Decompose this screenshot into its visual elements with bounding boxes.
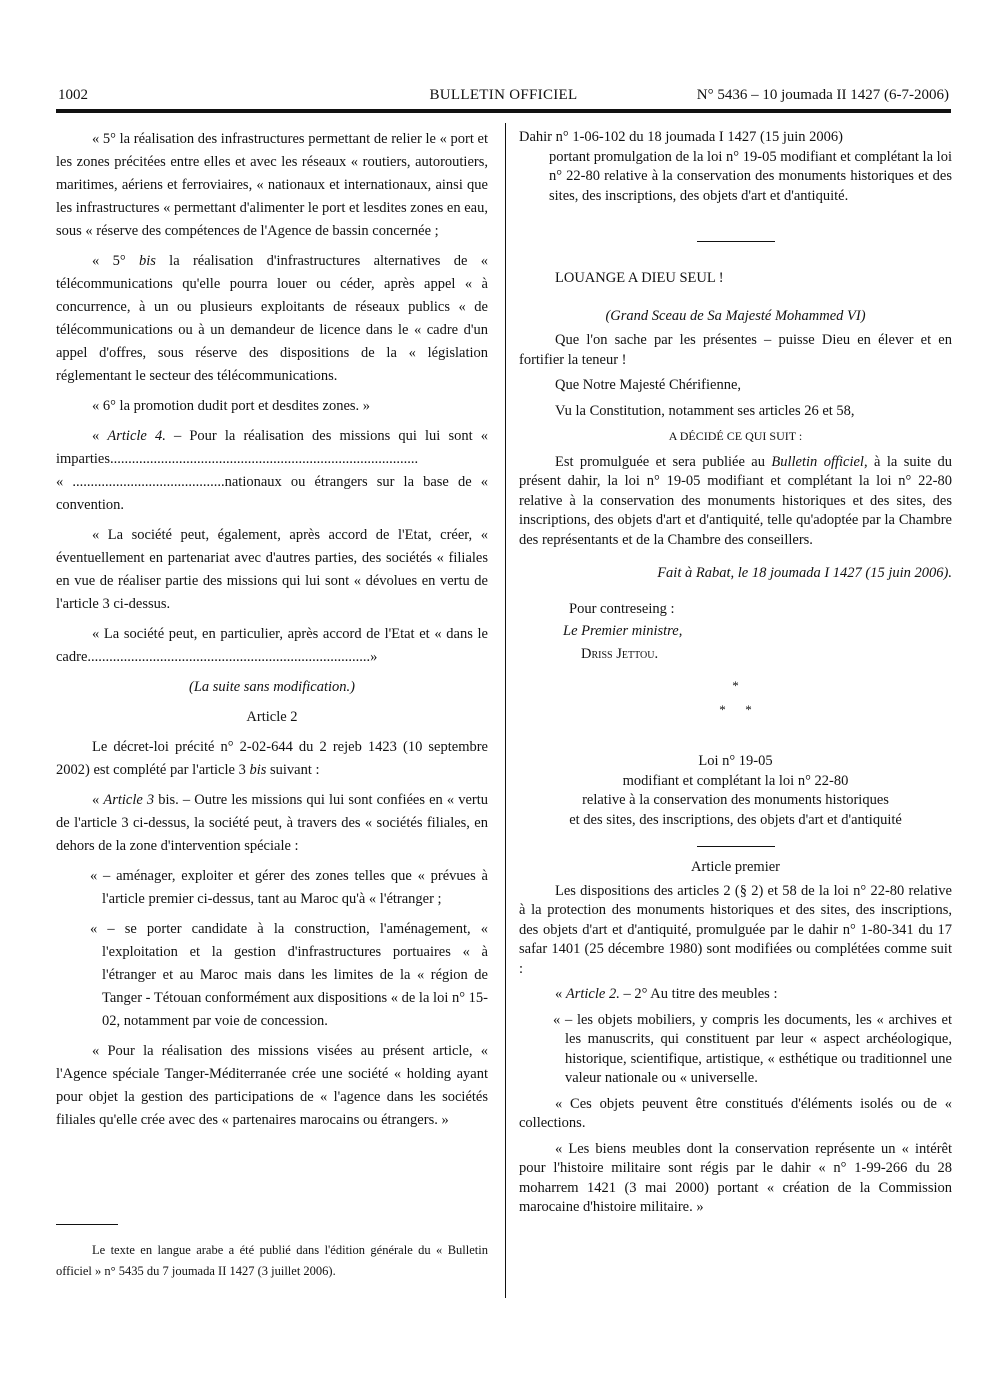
paragraph: « La société peut, également, après accord de l'Etat, créer, « éventuellement en partenariat avec d'autres parties, des sociétés « filiales en vue de réaliser partie des missions qui lui sont « dévolues en vertu de l'article 3 ci-dessus.: [56, 527, 488, 612]
journal-title: BULLETIN OFFICIEL: [429, 87, 578, 103]
list-item: « – les objets mobiliers, y compris les documents, les « archives et les manuscrits, qui constituent par leur « aspect archéologique, historique, scientifique, artistique, « esthétique ou traditionnel une valeur nationale ou « universelle.: [553, 1011, 952, 1086]
paragraph: Que l'on sache par les présentes – puisse Dieu en élever et en fortifier la teneur !: [519, 332, 952, 368]
decision-heading: A DÉCIDÉ CE QUI SUIT :: [668, 429, 803, 443]
law-title: Loi n° 19-05: [698, 753, 773, 769]
section-separator: [697, 846, 775, 847]
paragraph: « 5° la réalisation des infrastructures permettant de relier le « port et les zones précitées entre elles et avec les réseaux « routiers, autoroutiers, maritimes, aériens et ferroviaires, « nationaux et internationaux, ainsi que les infrastructures « permettant d'alimenter le port et lesdites zones en eau, sous « réserve des compétences de l'Agence de bassin concernée ;: [56, 131, 488, 239]
footnote: [56, 1240, 488, 1282]
paragraph: « 5° bis la réalisation d'infrastructures alternatives de « télécommunications qu'elle pourra louer ou céder, après appel « à concurrence, à un ou plusieurs exploitants de réseaux publics « de télécommunications ou à un demandeur de licence dans le « cadre d'un appel d'offres, sous réserve des dispositions de la « législation réglementant le secteur des télécommunications.: [56, 253, 488, 384]
signature-date: Fait à Rabat, le 18 joumada I 1427 (15 juin 2006).: [657, 565, 952, 581]
invocation: LOUANGE A DIEU SEUL !: [555, 270, 724, 286]
left-column: [56, 128, 488, 1132]
paragraph: « ..........................................nationaux ou étrangers sur la base de « convention.: [56, 474, 488, 513]
list-item: « – aménager, exploiter et gérer des zones telles que « prévues à l'article premier ci-dessus, tant au Maroc qu'à « l'étranger ;: [90, 868, 488, 907]
seal-mention: (Grand Sceau de Sa Majesté Mohammed VI): [605, 307, 866, 324]
page-header: [58, 87, 949, 107]
paragraph: « 6° la promotion dudit port et desdites zones. »: [92, 398, 371, 414]
paragraph: Les dispositions des articles 2 (§ 2) et 58 de la loi n° 22-80 relative à la protection des monuments historiques et des sites, des inscriptions, des objets d'art et d'antiquité, promulguée par le dahir n° 1-80-341 du 17 safar 1401 (25 décembre 1980) sont modifiées ou complétées comme suit :: [519, 882, 952, 977]
signatory-title: Le Premier ministre,: [563, 623, 683, 639]
paragraph: « La société peut, en particulier, après accord de l'Etat et « dans le cadre..............................................................................»: [56, 626, 488, 665]
countersign-label: Pour contreseing :: [569, 600, 675, 617]
paragraph: Que Notre Majesté Chérifienne,: [555, 377, 742, 393]
paragraph: Le décret-loi précité n° 2-02-644 du 2 rejeb 1423 (10 septembre 2002) est complété par l'article 3 bis suivant :: [56, 739, 488, 778]
article-heading: Article 2: [246, 709, 298, 725]
dahir-title: Dahir n° 1-06-102 du 18 joumada I 1427 (15 juin 2006): [519, 129, 843, 145]
right-column: [519, 128, 952, 1218]
paragraph: « Article 3 bis. – Outre les missions qui lui sont confiées en « vertu de l'article 3 ci-dessus, la société peut, à travers des « sociétés filiales, en dehors de la zone d'intervention spéciale :: [56, 792, 488, 854]
paragraph: « Article 4. – Pour la réalisation des missions qui lui sont « imparties.....................................................................................: [56, 428, 488, 467]
suite-note: (La suite sans modification.): [189, 679, 355, 695]
article-heading: Article premier: [691, 859, 780, 875]
paragraph: Est promulguée et sera publiée au Bulletin officiel, à la suite du présent dahir, la loi n° 19-05 modifiant et complétant la loi n° 22-80 relative à la conservation des monuments historiques et des sites, des inscriptions, des objets d'art et d'antiquité, telle qu'adoptée par la Chambre des représentants et de la Chambre des conseillers.: [519, 453, 952, 548]
footnote-text: Le texte en langue arabe a été publié dans l'édition générale du « Bulletin officiel » n° 5435 du 7 joumada II 1427 (3 juillet 2006).: [56, 1243, 488, 1278]
law-subtitle: relative à la conservation des monuments historiques: [582, 792, 889, 808]
paragraph: « Article 2. – 2° Au titre des meubles :: [555, 986, 778, 1002]
page-number: 1002: [58, 87, 88, 103]
signatory-name: Driss Jettou.: [581, 645, 659, 662]
issue-reference: N° 5436 – 10 joumada II 1427 (6-7-2006): [696, 87, 949, 103]
star-separator: * * *: [719, 678, 752, 717]
section-separator: [697, 241, 775, 242]
law-subtitle: modifiant et complétant la loi n° 22-80: [622, 772, 849, 789]
dahir-subtitle: portant promulgation de la loi n° 19-05 modifiant et complétant la loi n° 22-80 relative à la conservation des monuments historiques et des sites, des inscriptions, des objets d'art et d'antiquité.: [549, 148, 952, 204]
column-divider: [505, 123, 506, 1298]
header-rule: [56, 109, 951, 113]
law-subtitle: et des sites, des inscriptions, des objets d'art et d'antiquité: [569, 811, 902, 828]
paragraph: « Ces objets peuvent être constitués d'éléments isolés ou de « collections.: [519, 1095, 952, 1131]
paragraph: Vu la Constitution, notamment ses articles 26 et 58,: [555, 402, 855, 419]
paragraph: « Les biens meubles dont la conservation représente un « intérêt pour l'histoire militaire sont régis par le dahir « n° 1-99-266 du 28 moharrem 1421 (3 mai 2000) portant « création de la Commission marocaine d'histoire militaire. »: [519, 1140, 952, 1215]
paragraph: « Pour la réalisation des missions visées au présent article, « l'Agence spéciale Tanger-Méditerranée crée une société « holding ayant pour objet la gestion des participations de « l'agence dans les sociétés filiales qu'elle crée avec des « partenaires marocains ou étrangers. »: [56, 1043, 488, 1128]
list-item: « – se porter candidate à la construction, l'aménagement, « l'exploitation et la gestion d'infrastructures portuaires « à l'étranger et au Maroc mais dans les limites de la « région de Tanger - Tétouan conformément aux dispositions « de la loi n° 15-02, notamment par voie de concession.: [90, 921, 488, 1029]
footnote-rule: [56, 1224, 118, 1225]
